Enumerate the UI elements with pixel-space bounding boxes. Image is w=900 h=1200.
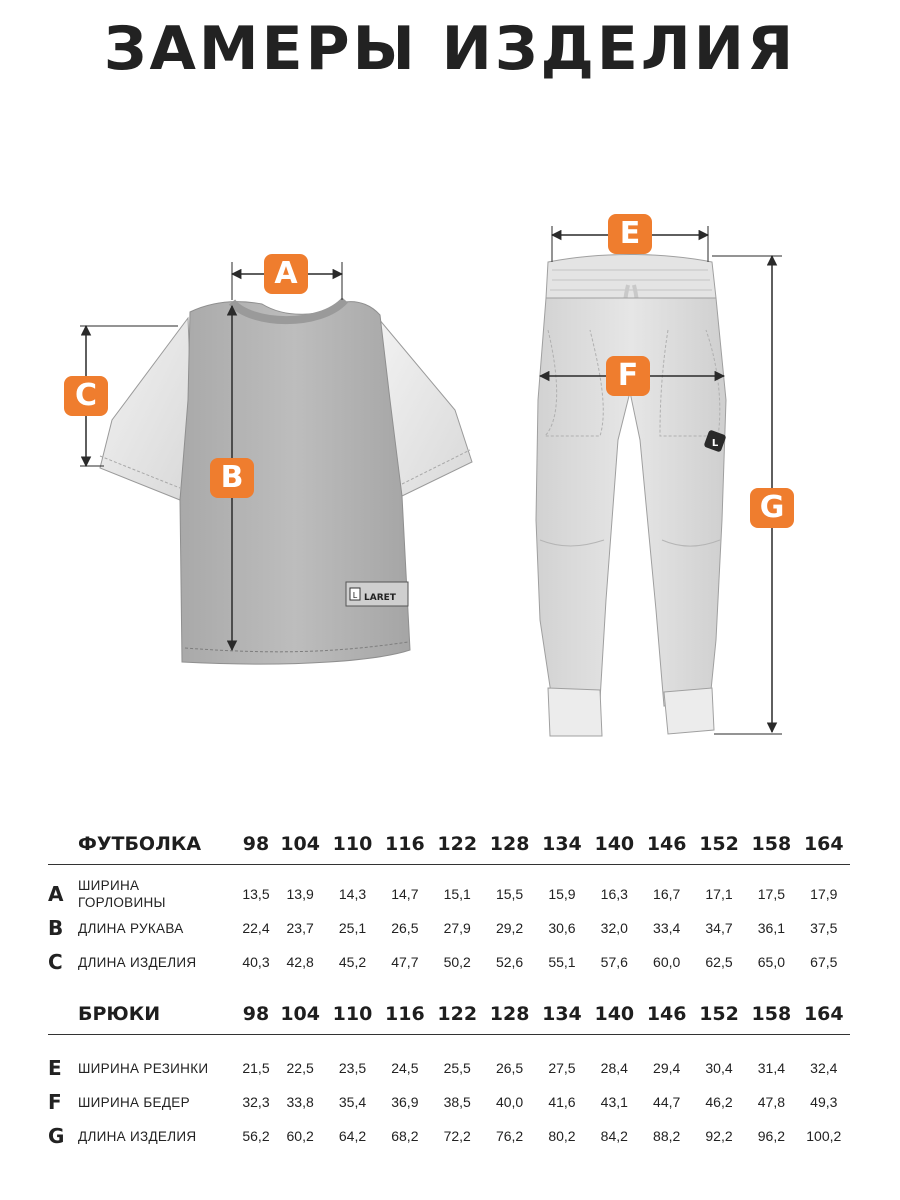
cell: 17,5	[757, 886, 785, 902]
cell: 30,4	[705, 1060, 733, 1076]
cell: 88,2	[653, 1128, 681, 1144]
cell: 23,7	[286, 920, 314, 936]
table-row	[48, 1051, 850, 1085]
cell: 29,4	[653, 1060, 681, 1076]
cell: 30,6	[548, 920, 576, 936]
cell: 26,5	[391, 920, 419, 936]
cell: 92,2	[705, 1128, 733, 1144]
cell: 24,5	[391, 1060, 419, 1076]
cell: 32,3	[242, 1094, 270, 1110]
cell: 57,6	[600, 954, 628, 970]
cell: 43,1	[600, 1094, 628, 1110]
size-header: 158	[745, 994, 797, 1035]
tshirt-drawing	[100, 300, 472, 664]
cell: 96,2	[757, 1128, 785, 1144]
cell: 45,2	[338, 954, 367, 970]
cell: 36,9	[391, 1094, 419, 1110]
size-header: 98	[238, 824, 274, 865]
cell: 27,9	[443, 920, 471, 936]
cell: 32,0	[600, 920, 628, 936]
cell: 14,7	[391, 886, 419, 902]
cell: 60,2	[286, 1128, 314, 1144]
cell: 33,8	[286, 1094, 314, 1110]
row-label: ШИРИНА БЕДЕР	[78, 1094, 190, 1110]
cell: 33,4	[653, 920, 681, 936]
size-header: 164	[798, 994, 850, 1035]
cell: 21,5	[242, 1060, 270, 1076]
cell: 28,4	[600, 1060, 628, 1076]
cell: 60,0	[653, 954, 681, 970]
badge-b: B	[210, 458, 254, 498]
row-label-line1: ШИРИНА	[78, 878, 140, 893]
row-letter: B	[48, 916, 64, 940]
table-row	[48, 945, 850, 979]
size-header: 140	[588, 824, 640, 865]
row-label: ШИРИНА РЕЗИНКИ	[78, 1060, 209, 1076]
table-row	[48, 877, 850, 911]
cell: 36,1	[757, 920, 785, 936]
cell: 72,2	[443, 1128, 471, 1144]
cell: 32,4	[810, 1060, 838, 1076]
cell: 16,7	[653, 886, 681, 902]
size-header: 152	[693, 994, 745, 1035]
pants-drawing	[536, 255, 727, 737]
cell: 15,9	[548, 886, 576, 902]
cell: 49,3	[810, 1094, 838, 1110]
cell: 13,9	[286, 886, 314, 902]
cell: 42,8	[286, 954, 314, 970]
cell: 62,5	[705, 954, 733, 970]
size-header: 104	[274, 824, 326, 865]
row-letter: A	[48, 882, 64, 906]
cell: 17,9	[810, 886, 838, 902]
cell: 84,2	[600, 1128, 628, 1144]
pants-logo-text: L	[711, 438, 719, 449]
cell: 50,2	[443, 954, 471, 970]
tag-logo: L	[352, 591, 358, 600]
cell: 47,8	[757, 1094, 785, 1110]
cell: 25,5	[443, 1060, 471, 1076]
cell: 38,5	[443, 1094, 471, 1110]
size-header: 146	[640, 994, 692, 1035]
cell: 44,7	[653, 1094, 681, 1110]
cell: 41,6	[548, 1094, 576, 1110]
cell: 15,5	[495, 886, 524, 902]
size-header: 140	[588, 994, 640, 1035]
row-letter: G	[48, 1124, 65, 1148]
row-label: ДЛИНА РУКАВА	[78, 920, 184, 936]
cell: 40,0	[495, 1094, 524, 1110]
size-header: 98	[238, 994, 274, 1035]
cell: 22,5	[286, 1060, 314, 1076]
size-header: 122	[431, 994, 483, 1035]
cell: 56,2	[242, 1128, 270, 1144]
size-header: 134	[536, 824, 588, 865]
cell: 35,4	[338, 1094, 367, 1110]
pants-table-name: БРЮКИ	[48, 994, 238, 1035]
tshirt-table-name: ФУТБОЛКА	[48, 824, 238, 865]
cell: 40,3	[242, 954, 270, 970]
badge-f: F	[606, 356, 650, 396]
cell: 26,5	[495, 1060, 524, 1076]
cell: 17,1	[705, 886, 733, 902]
cell: 25,1	[338, 920, 367, 936]
badge-c: C	[64, 376, 108, 416]
size-header: 128	[483, 824, 535, 865]
page-title: ЗАМЕРЫ ИЗДЕЛИЯ	[103, 14, 797, 84]
pants-size-table	[48, 994, 850, 1153]
cell: 16,3	[600, 886, 628, 902]
cell: 31,4	[757, 1060, 785, 1076]
cell: 47,7	[391, 954, 419, 970]
row-letter: E	[48, 1056, 62, 1080]
tshirt-size-table	[48, 824, 850, 979]
size-header: 158	[745, 824, 797, 865]
badge-a: A	[264, 254, 308, 294]
cell: 100,2	[806, 1128, 842, 1144]
size-header: 164	[798, 824, 850, 865]
badge-e: E	[608, 214, 652, 254]
cell: 13,5	[242, 886, 270, 902]
cell: 80,2	[548, 1128, 576, 1144]
table-row	[48, 1119, 850, 1153]
size-header: 152	[693, 824, 745, 865]
cell: 29,2	[495, 920, 524, 936]
table-row	[48, 911, 850, 945]
row-label-line2: ГОРЛОВИНЫ	[78, 895, 166, 910]
tshirt-table-header	[48, 824, 850, 865]
cell: 37,5	[810, 920, 838, 936]
cell: 64,2	[338, 1128, 367, 1144]
cell: 34,7	[705, 920, 733, 936]
size-header: 110	[326, 824, 378, 865]
table-row	[48, 1085, 850, 1119]
cell: 52,6	[495, 954, 524, 970]
size-header: 146	[640, 824, 692, 865]
cell: 67,5	[810, 954, 838, 970]
pants-table-header	[48, 994, 850, 1035]
row-letter: C	[48, 950, 63, 974]
tag-text: LARET	[364, 593, 396, 603]
size-header: 116	[379, 824, 431, 865]
cell: 23,5	[338, 1060, 367, 1076]
badge-g: G	[750, 488, 794, 528]
size-header: 116	[379, 994, 431, 1035]
row-label: ДЛИНА ИЗДЕЛИЯ	[78, 1128, 197, 1144]
cell: 22,4	[242, 920, 270, 936]
size-header: 128	[483, 994, 535, 1035]
cell: 14,3	[338, 886, 367, 902]
cell: 15,1	[443, 886, 471, 902]
cell: 76,2	[495, 1128, 524, 1144]
size-header: 104	[274, 994, 326, 1035]
cell: 65,0	[757, 954, 785, 970]
row-letter: F	[48, 1090, 62, 1114]
cell: 46,2	[705, 1094, 733, 1110]
cell: 55,1	[548, 954, 576, 970]
cell: 27,5	[548, 1060, 576, 1076]
row-label: ДЛИНА ИЗДЕЛИЯ	[78, 954, 197, 970]
cell: 68,2	[391, 1128, 419, 1144]
row-label	[78, 877, 238, 911]
size-header: 134	[536, 994, 588, 1035]
size-header: 122	[431, 824, 483, 865]
size-header: 110	[326, 994, 378, 1035]
